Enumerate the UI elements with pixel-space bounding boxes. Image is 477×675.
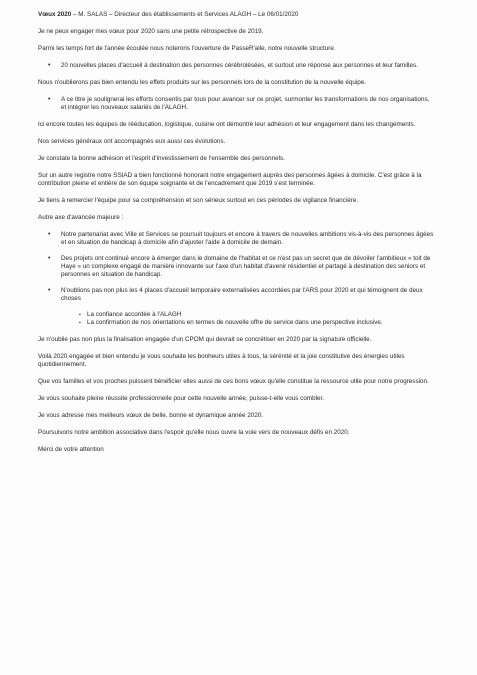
paragraph-major-axis: Autre axe d'avancée majeure : xyxy=(38,213,124,221)
sub-bullet-item: ▪ La confirmation de nos orientations en termes de nouvelle offre de service dans une perspective inclusive. xyxy=(79,319,434,327)
bullet-list-axes xyxy=(38,231,434,328)
letter-body xyxy=(38,11,434,463)
header-title: Vœux 2020 xyxy=(38,11,72,18)
bullet-item: • A ce titre je soulignerai les efforts consentis par tous pour avancer sur ce projet, surmonter les transformations de nos organisations, et intégrer les nouveaux salariés de l'ALAGH. xyxy=(52,96,434,113)
paragraph-success: Je vous souhaite pleine réussite professionnelle pour cette nouvelle année, puisse-t-elle vous combler. xyxy=(38,394,324,402)
paragraph-best-wishes: Je vous adresse mes meilleurs vœux de belle, bonne et dynamique année 2020. xyxy=(38,411,264,419)
bullet-item: • Notre partenariat avec Ville et Services se poursuit toujours et encore à travers de nouvelles ambitions vis-à-vis des personnes âgées et en situation de handicap à domicile afin d'ajuster l'aide à domicile de demain. xyxy=(52,231,434,248)
paragraph-families: Que vos familles et vos proches puissent bénéficier elles aussi de ces bons vœux qu'elle constitue la ressource utile pour notre progression. xyxy=(38,378,429,386)
header-subtitle: – M. SALAS – Directeur des établissements et Services ALAGH – Le 06/01/2020 xyxy=(71,11,299,18)
paragraph-teams: Ici encore toutes les équipes de rééducation, logistique, cuisine ont démontré leur adhésion et leur engagement dans les changements. xyxy=(38,120,416,128)
bullet-list-efforts xyxy=(38,96,434,113)
paragraph-general-services: Nos services généraux ont accompagnés eux aussi ces évolutions. xyxy=(38,137,226,145)
paragraph-passeraile: Parmi les temps fort de l'année écoulée nous noterons l'ouverture de PasseR'aile, notre nouvelle structure. xyxy=(38,44,336,52)
sub-bullet-item: ▪ La confiance accordée à l'ALAGH xyxy=(79,311,434,319)
paragraph-thanks: Je tiens à remercier l'équipe pour sa compréhension et son sérieux surtout en ces périodes de vigilance financière. xyxy=(38,196,359,204)
paragraph-ambition: Poursuivons notre ambition associative dans l'espoir qu'elle nous ouvre la voie vers de nouveaux défis en 2020. xyxy=(38,428,350,436)
bullet-item: • Des projets ont continué encore à émerger dans le domaine de l'habitat et ce n'est pas un secret que de dévoiler l'ambitieux « toit de Haye » un complexe engagé de manière innovante sur l'axe d'un habitat d'avenir résidentiel et partagé à destination des seniors et personnes en situation de handicap. xyxy=(52,255,434,280)
paragraph-ssiad: Sur un autre registre notre SSIAD a bien fonctionné honorant notre engagement auprès des personnes âgées à domicile. C'est grâce à la contribution pleine et entière de son équipe soignante et de l'encadrement que 2019 s'est terminée. xyxy=(38,171,422,187)
letter-header xyxy=(38,11,434,19)
paragraph-new-team: Nous n'oublierons pas bien entendu les effets produits sur les personnels lors de la constitution de la nouvelle équipe. xyxy=(38,78,367,86)
sub-bullet-list xyxy=(61,311,434,328)
bullet-list-places xyxy=(38,62,434,70)
bullet-item: • 20 nouvelles places d'accueil à destination des personnes cérébrolésées, et surtout une réponse aux personnes et leur familles. xyxy=(52,62,434,70)
paragraph-cpom: Je n'oublie pas non plus la finalisation engagée d'un CPOM qui devrait se concrétiser en 2020 par la signature officielle. xyxy=(38,335,372,343)
paragraph-retrospective: Je ne peux engager mes vœux pour 2020 sans une petite rétrospective de 2019. xyxy=(38,27,264,35)
bullet-text: N'oublions pas non plus les 4 places d'accueil temporaire externalisées accordées par l'ARS pour 2020 et qui témoignent de deux choses xyxy=(61,286,423,303)
bullet-item xyxy=(52,287,434,328)
paragraph-adhesion: Je constate la bonne adhésion et l'esprit d'investissement de l'ensemble des personnels. xyxy=(38,154,285,162)
closing-line: Merci de votre attention xyxy=(38,445,104,453)
paragraph-wishes: Voilà 2020 engagée et bien entendu je vous souhaite les bonheurs utiles à tous, la sérénité et la joie constitutive des énergies utiles quotidiennement. xyxy=(38,352,405,369)
